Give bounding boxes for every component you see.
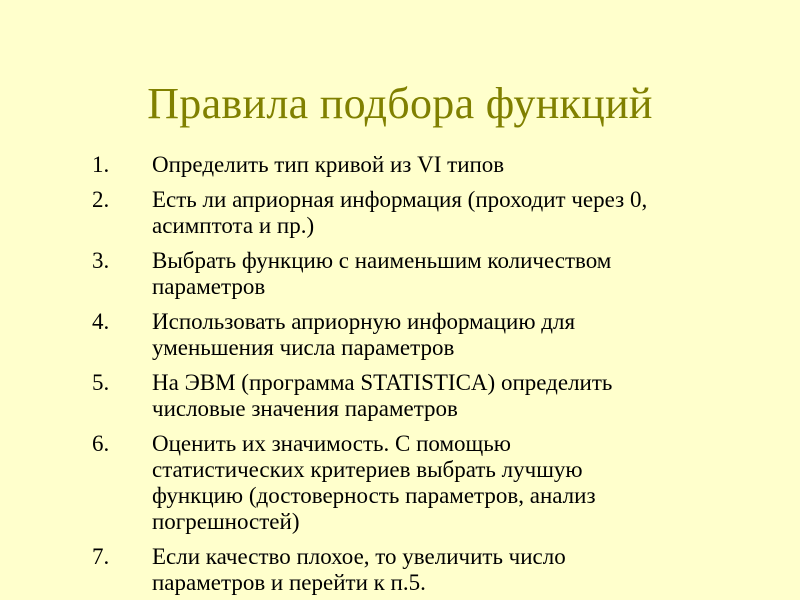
list-item	[92, 309, 772, 361]
list-item-text: Оценить их значимость. С помощью статистических критериев выбрать лучшую функцию (достоверность параметров, анализ погрешностей)	[152, 431, 596, 534]
list-item-number: 4.	[92, 309, 110, 334]
list-item-text: Определить тип кривой из VI типов	[152, 152, 505, 177]
list-item-text: Есть ли априорная информация (проходит через 0, асимптота и пр.)	[152, 187, 648, 238]
list-item-number: 3.	[92, 248, 110, 273]
list-item-number: 6.	[92, 431, 110, 456]
list-item	[92, 248, 772, 300]
list-item-text: Если качество плохое, то увеличить число параметров и перейти к п.5.	[152, 544, 566, 595]
list-item-number: 1.	[92, 152, 110, 177]
list-item	[92, 187, 772, 239]
list-item-text: Выбрать функцию с наименьшим количеством параметров	[152, 248, 612, 299]
slide-title: Правила подбора функций	[147, 79, 653, 128]
list-item-number: 7.	[92, 544, 110, 569]
list-item-number: 5.	[92, 370, 110, 395]
list-item	[92, 544, 772, 596]
list-item	[92, 370, 772, 422]
rules-list	[92, 152, 772, 600]
list-item-number: 2.	[92, 187, 110, 212]
list-item	[92, 431, 772, 535]
list-item	[92, 152, 772, 178]
list-item-text: Использовать априорную информацию для уменьшения числа параметров	[152, 309, 576, 360]
list-item-text: На ЭВМ (программа STATISTICA) определить числовые значения параметров	[152, 370, 613, 421]
